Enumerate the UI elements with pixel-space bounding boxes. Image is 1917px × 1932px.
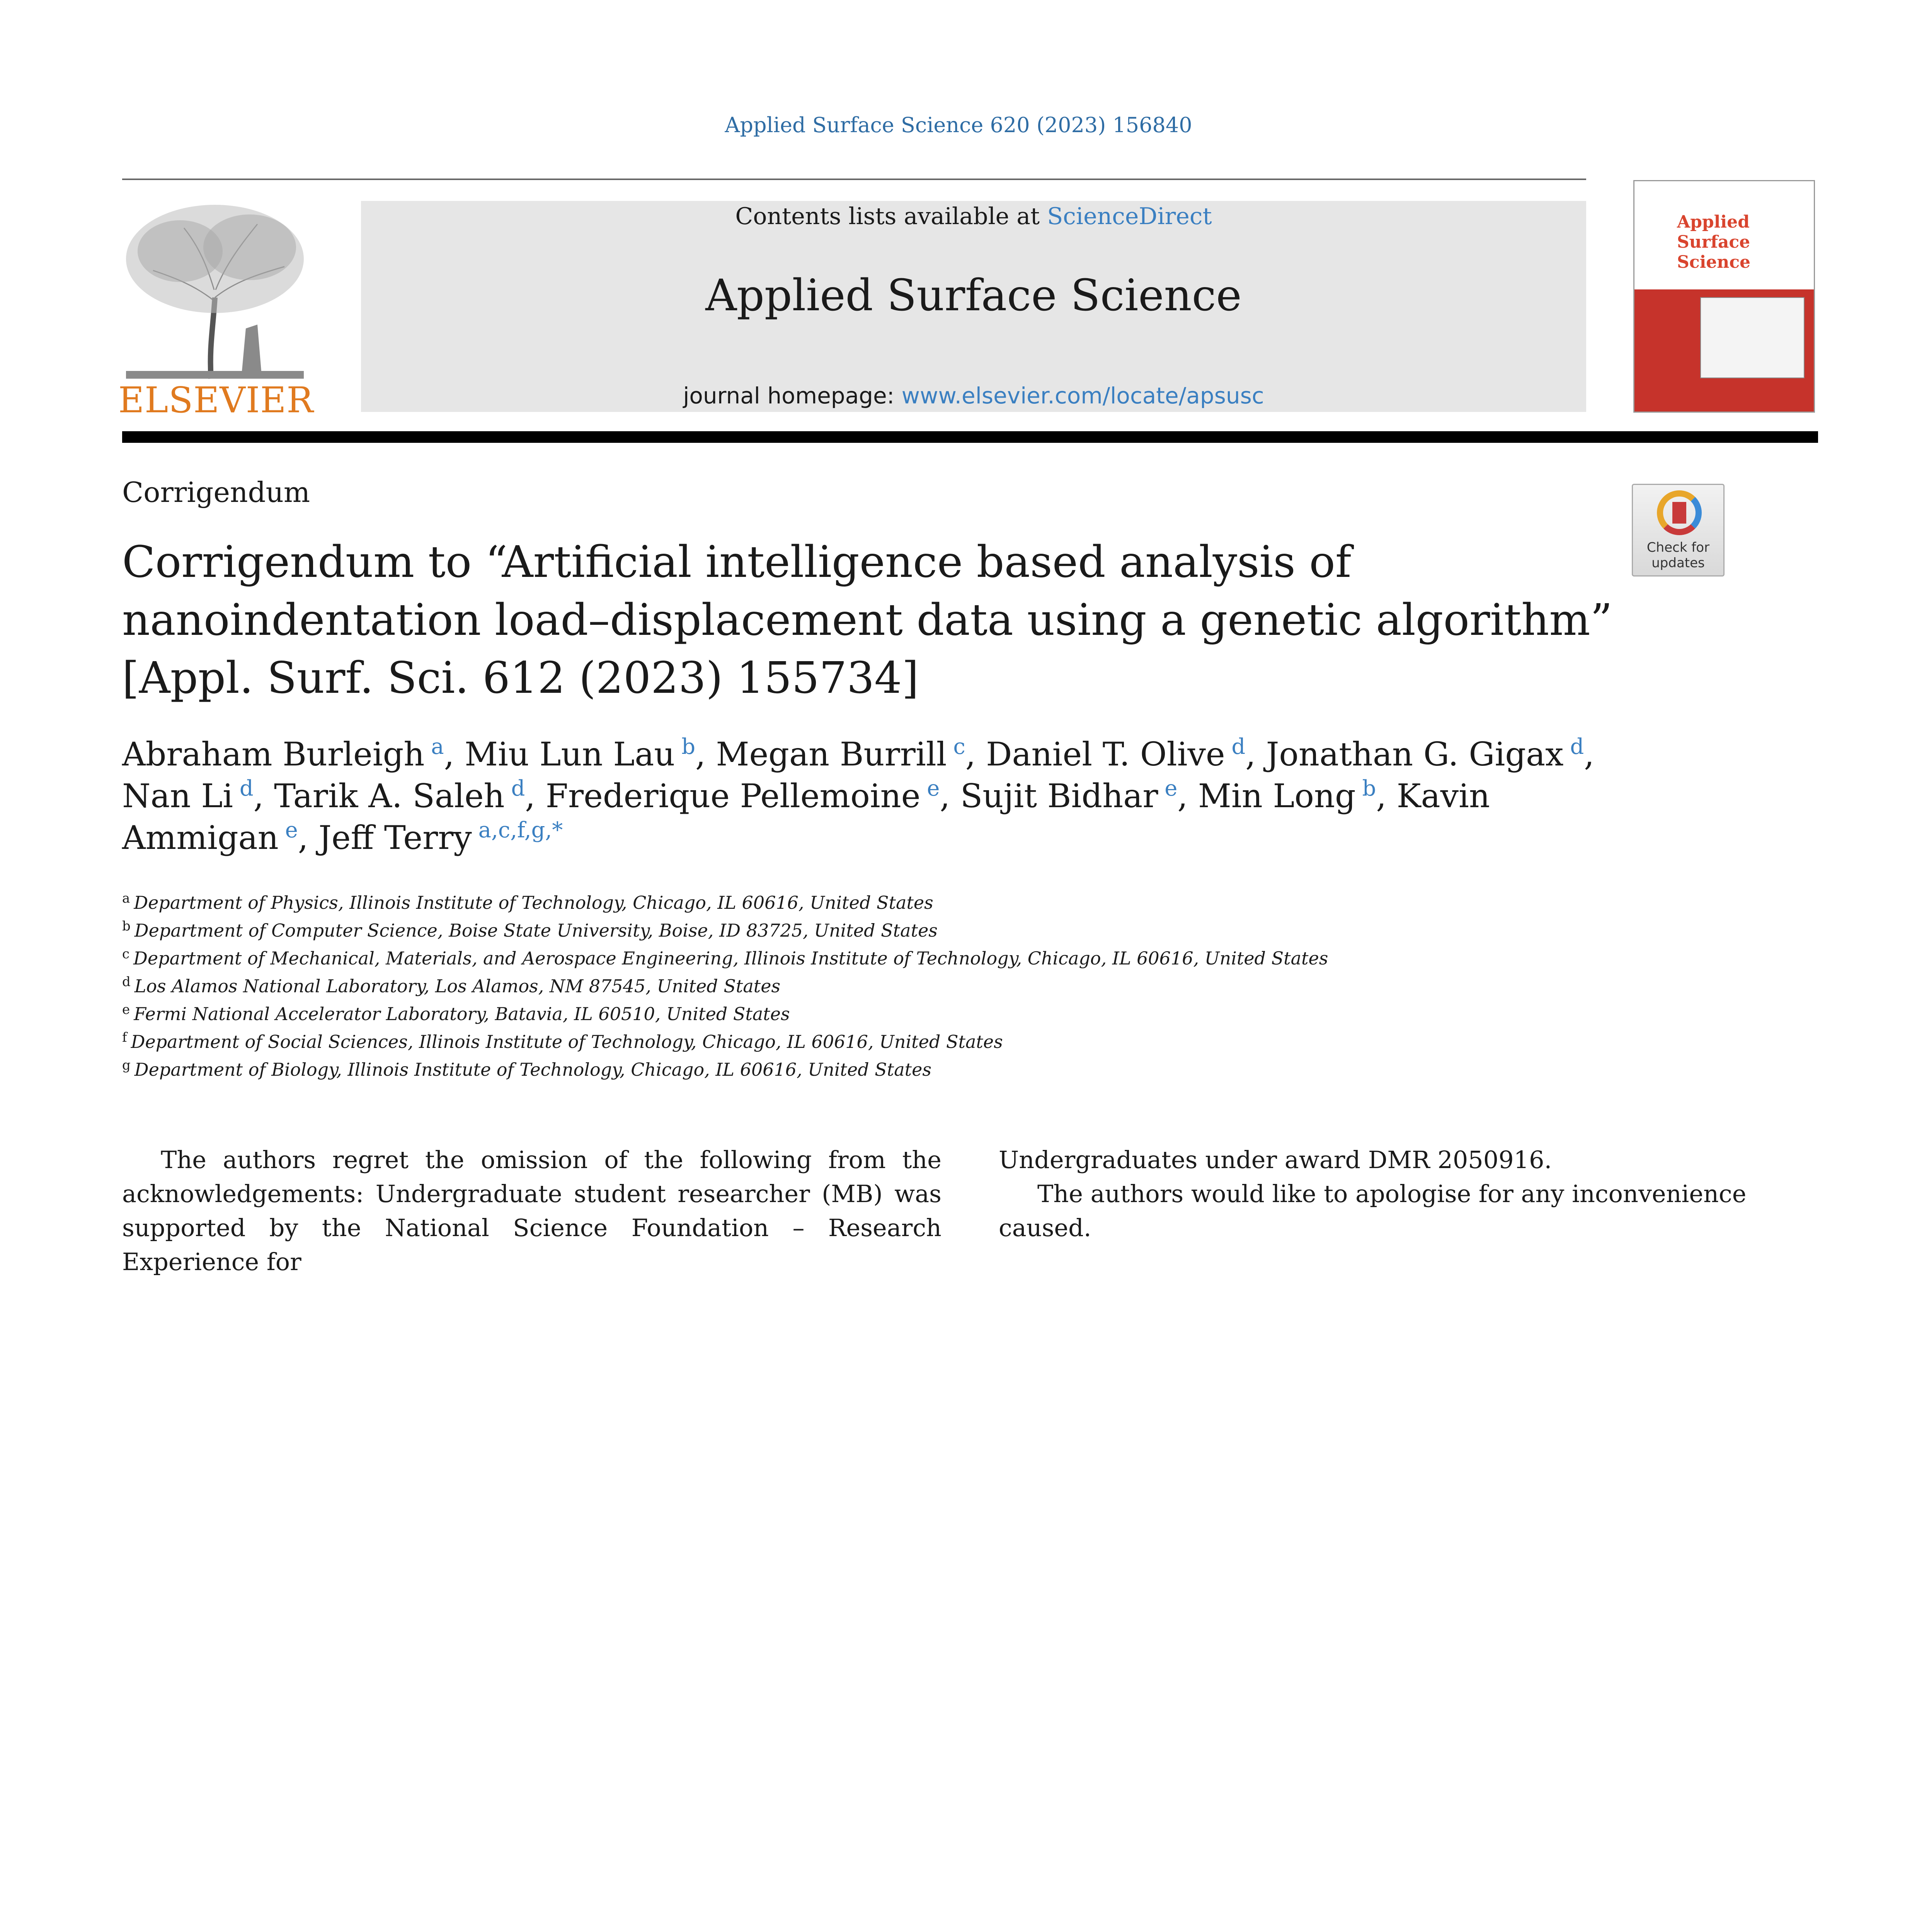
author-separator: , <box>1177 777 1198 815</box>
running-head[interactable]: Applied Surface Science 620 (2023) 156840 <box>725 113 1192 137</box>
author <box>1266 735 1594 773</box>
affiliation-key: f <box>122 1030 127 1045</box>
affiliation <box>122 972 1328 1000</box>
author-affiliation-mark[interactable]: e <box>285 818 298 843</box>
author-affiliation-mark[interactable]: b <box>1362 776 1376 801</box>
author-name: Megan Burrill <box>716 735 947 773</box>
author <box>465 735 716 773</box>
author-name: Frederique Pellemoine <box>545 777 921 815</box>
author <box>122 777 274 815</box>
affiliation-text: Department of Mechanical, Materials, and Aerospace Engineering, Illinois Institute of Technology, Chicago, IL 60616, United States <box>133 948 1328 969</box>
affiliation-text: Department of Computer Science, Boise State University, Boise, ID 83725, United States <box>134 920 938 941</box>
affiliation-key: g <box>122 1058 131 1073</box>
affiliation-text: Department of Biology, Illinois Institute of Technology, Chicago, IL 60616, United States <box>134 1059 931 1080</box>
author-list <box>122 733 1629 859</box>
author-name: Kavin Ammigan <box>122 777 1490 857</box>
affiliation-key: a <box>122 891 130 906</box>
affiliation <box>122 944 1328 972</box>
author-name: Miu Lun Lau <box>465 735 675 773</box>
affiliation <box>122 917 1328 944</box>
author-name: Jonathan G. Gigax <box>1266 735 1564 773</box>
homepage-link[interactable]: www.elsevier.com/locate/apsusc <box>901 383 1264 409</box>
author-affiliation-mark[interactable]: b <box>681 734 696 759</box>
article-type: Corrigendum <box>122 476 310 509</box>
author <box>274 777 546 815</box>
check-for-updates-badge[interactable] <box>1632 484 1725 577</box>
contents-prefix: Contents lists available at <box>735 203 1047 230</box>
author <box>960 777 1198 815</box>
affiliation-text: Fermi National Accelerator Laboratory, Batavia, IL 60510, United States <box>134 1003 790 1024</box>
author <box>1198 777 1397 815</box>
author-separator: , <box>1376 777 1397 815</box>
elsevier-logo[interactable] <box>118 201 314 421</box>
body-paragraph-1-continued: Undergraduates under award DMR 2050916. <box>999 1146 1552 1174</box>
author-affiliation-mark[interactable]: d <box>511 776 525 801</box>
affiliation-text: Los Alamos National Laboratory, Los Alamos, NM 87545, United States <box>134 976 781 997</box>
affiliation <box>122 1028 1328 1056</box>
check-updates-label <box>1633 540 1723 571</box>
header-thick-rule <box>122 431 1818 443</box>
author-separator: , <box>444 735 465 773</box>
tree-icon <box>118 201 312 383</box>
author-affiliation-mark[interactable]: a,c,f,g,* <box>478 818 563 843</box>
author-separator: , <box>525 777 546 815</box>
bookmark-icon <box>1672 502 1686 524</box>
affiliation-key: c <box>122 946 130 962</box>
author-separator: , <box>940 777 960 815</box>
affiliation-key: e <box>122 1002 130 1017</box>
affiliation-text: Department of Physics, Illinois Institute of Technology, Chicago, IL 60616, United States <box>134 892 933 913</box>
author-name: Abraham Burleigh <box>122 735 425 773</box>
author <box>986 735 1266 773</box>
author-separator: , <box>695 735 716 773</box>
body-column-right <box>999 1143 1818 1245</box>
author-affiliation-mark[interactable]: d <box>1231 734 1246 759</box>
author-separator: , <box>965 735 986 773</box>
author-name: Tarik A. Saleh <box>274 777 505 815</box>
author-name: Min Long <box>1198 777 1356 815</box>
author-affiliation-mark[interactable]: a <box>431 734 444 759</box>
author-separator: , <box>1584 735 1594 773</box>
article-title: Corrigendum to “Artificial intelligence based analysis of nanoindentation load–displacement data using a genetic algorithm” [Appl. Surf. Sci. 612 (2023) 155734] <box>122 537 1612 703</box>
author-separator: , <box>298 819 319 857</box>
author <box>318 819 563 857</box>
affiliation <box>122 889 1328 917</box>
affiliation-key: d <box>122 974 131 990</box>
sciencedirect-link[interactable]: ScienceDirect <box>1047 203 1212 230</box>
journal-title: Applied Surface Science <box>705 270 1242 321</box>
affiliation <box>122 1056 1328 1083</box>
journal-cover[interactable] <box>1633 180 1815 413</box>
author-affiliation-mark[interactable]: e <box>927 776 940 801</box>
cover-title <box>1677 212 1814 272</box>
author-separator: , <box>253 777 274 815</box>
author <box>122 735 465 773</box>
body-column-left <box>122 1143 941 1279</box>
author-affiliation-mark[interactable]: d <box>239 776 254 801</box>
check-updates-line2: updates <box>1651 555 1705 571</box>
author-name: Nan Li <box>122 777 233 815</box>
author-affiliation-mark[interactable]: c <box>953 734 965 759</box>
affiliation-text: Department of Social Sciences, Illinois Institute of Technology, Chicago, IL 60616, United States <box>131 1031 1003 1052</box>
author-name: Jeff Terry <box>318 819 472 857</box>
homepage-line <box>361 383 1586 409</box>
cover-graphic <box>1700 297 1805 378</box>
author-affiliation-mark[interactable]: d <box>1570 734 1584 759</box>
author-name: Sujit Bidhar <box>960 777 1158 815</box>
cover-title-line1: Applied <box>1677 212 1750 232</box>
cover-title-line2: Surface Science <box>1677 232 1751 272</box>
homepage-prefix: journal homepage: <box>683 383 902 409</box>
author-separator: , <box>1245 735 1266 773</box>
elsevier-wordmark: ELSEVIER <box>118 379 314 421</box>
affiliation <box>122 1000 1328 1028</box>
affiliation-list <box>122 889 1328 1083</box>
body-paragraph-2: The authors would like to apologise for any inconvenience caused. <box>999 1180 1747 1242</box>
author-name: Daniel T. Olive <box>986 735 1225 773</box>
author <box>546 777 960 815</box>
header-rule <box>122 179 1586 180</box>
journal-banner <box>361 201 1586 412</box>
author <box>716 735 986 773</box>
check-updates-line1: Check for <box>1646 540 1710 555</box>
affiliation-key: b <box>122 918 131 934</box>
body-paragraph-1: The authors regret the omission of the following from the acknowledgements: Undergraduate student researcher (MB) was supported by the National Science Foundation – Research Experience for <box>122 1146 941 1276</box>
contents-line <box>361 201 1586 232</box>
author-affiliation-mark[interactable]: e <box>1165 776 1178 801</box>
